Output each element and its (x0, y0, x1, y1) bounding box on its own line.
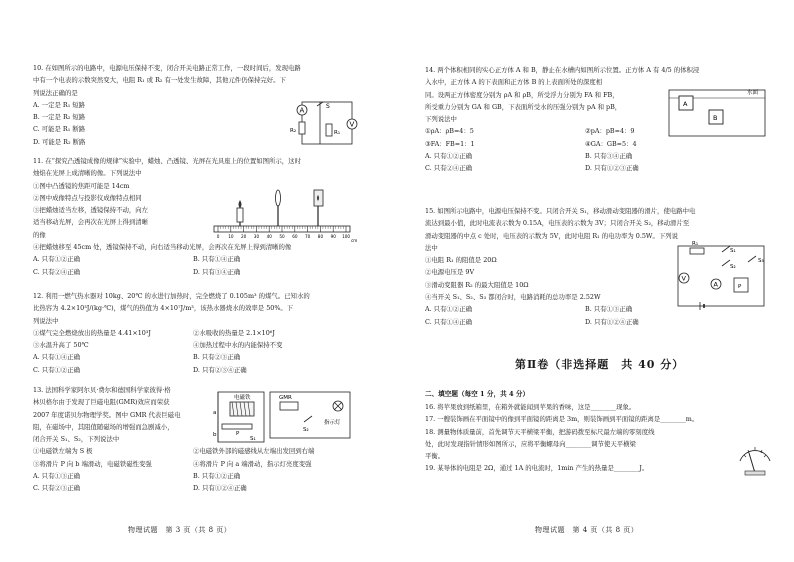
ruler-tick-label: 80 (317, 234, 324, 239)
q15-line: 法中 (425, 243, 438, 252)
q15-line: 15. 如图所示电路中，电源电压保持不变。只闭合开关 S₁，移动滑动变阻器的滑片，使电路中电 (425, 207, 696, 215)
s1-label: S₁ (250, 436, 256, 442)
q15-option: D. 只有①②④正确 (585, 317, 639, 326)
terminal-b-label: b (213, 432, 217, 438)
rheostat-symbol (222, 424, 252, 429)
q15-option: B. 只有①③正确 (585, 305, 633, 314)
r1-symbol (690, 248, 704, 254)
q12-option: B. 只有②③正确 (193, 353, 241, 362)
balance-pointer-figure (736, 437, 774, 477)
q10-option: D. 可能是 R₂ 断路 (33, 137, 86, 146)
q11-line: 烛焰在光屏上成清晰的像。下列说法中 (33, 169, 142, 178)
balance-base (745, 471, 765, 475)
s2-label: S₂ (730, 264, 736, 270)
convex-lens-icon (276, 190, 281, 206)
ruler-tick-label: 20 (241, 234, 247, 239)
section-2-title: 第Ⅱ卷（非选择题 共 40 分） (515, 358, 685, 371)
q11-option: C. 只有②④正确 (33, 267, 81, 276)
question-18-line: 处，此时发现指针情形如图所示，应将平衡螺母向________调节使天平横梁 (425, 439, 636, 448)
r1-label: R₁ (334, 130, 341, 136)
ruler-tick-label: 70 (305, 234, 311, 239)
q14-statement: ④GA：GB=5：4 (585, 139, 637, 148)
candle-icon (237, 208, 243, 222)
q12-line: 列说法中 (33, 316, 59, 325)
s2-label: S₂ (303, 427, 309, 433)
q15-line: 流达到最小值，此时电流表示数为 0.15A，电压表的示数为 3V；只闭合开关 S₂，移动滑片至 (425, 219, 690, 228)
q13-option: A. 只有①③正确 (33, 472, 81, 481)
s3-label: S₃ (758, 258, 764, 264)
q12-line: 比热容为 4.2×10³J/(kg·℃)，煤气的热值为 4×10⁷J/m³，该热水器烧水的效率是 50%。下 (33, 304, 294, 313)
q11-line: 的像 (33, 230, 46, 239)
ruler-unit: cm (351, 238, 358, 243)
q15-line: 滑动变阻器的中点 c 处时，电压表的示数为 5V，此时电阻 R₁ 的电功率为 0.5W。下列说 (425, 231, 679, 240)
q14-line: 下列说法中 (425, 115, 457, 124)
q13-statement: ③将滑片 P 向 b 端滑动，电磁铁磁性变强 (33, 459, 152, 468)
q13-line: 13. 法国科学家阿尔贝·费尔和德国科学家彼得·格 (33, 386, 171, 394)
fill-in-header: 二、填空题（每空 1 分，共 4 分） (425, 390, 530, 398)
question-18-line: 平衡。 (425, 452, 445, 461)
q11-option: D. 只有③④正确 (193, 267, 241, 276)
q12-line: 12. 利用一燃气热水器对 10kg、20℃ 的水进行加热时，完全燃烧了 0.105m³ 的煤气。已知水的 (33, 292, 310, 300)
q14-option: D. 只有①②③正确 (585, 164, 639, 173)
q12-statement: ②水吸收的热量是 2.1×10⁶J (193, 328, 275, 337)
q13-line: 林贝格尔由于发现了巨磁电阻(GMR)效应而荣获 (33, 398, 170, 407)
switch-s1-symbol (722, 246, 730, 252)
s1-label: S₁ (730, 248, 736, 254)
q11-line: 11. 在“探究凸透镜成像的规律”实验中，蜡烛、凸透镜、光屏在光具座上的位置如图所示，这时 (33, 157, 301, 165)
terminal-a-label: a (213, 410, 217, 416)
q15-circuit-figure (672, 240, 772, 312)
q11-line: ①图中凸透镜的焦距可能是 14cm (33, 181, 130, 190)
q15-line: ①电阻 R₁ 的阻值是 20Ω (425, 256, 497, 265)
pointer-needle (749, 453, 755, 473)
water-tank-figure (665, 84, 771, 140)
switch-s2-symbol (304, 416, 312, 422)
q15-option: C. 只有①④正确 (425, 317, 473, 326)
q14-option: B. 只有③④正确 (585, 152, 633, 161)
fill-in-questions (425, 401, 698, 475)
ruler-tick-label: 90 (330, 234, 336, 239)
ruler-tick-label: 40 (266, 234, 272, 239)
ammeter-label: A (299, 106, 305, 115)
ruler-tick-label: 60 (292, 234, 298, 239)
q12-option: D. 只有②③④正确 (193, 365, 247, 374)
q14-statement: ③FA：FB=1：1 (425, 139, 475, 148)
switch-s2-symbol (722, 260, 730, 266)
q12-statement: ③水温升高了 50℃ (33, 341, 89, 350)
ruler-tick-label: 100 (342, 234, 351, 239)
q14-line: 14. 两个体积相同的实心正方体 A 和 B，静止在水槽内如图所示位置。正方体 A 有 4/5 的体积浸 (425, 66, 700, 74)
r2-symbol (299, 122, 305, 134)
q13-line: 阻，在磁场中，其阻值随磁场的增强而急剧减小， (33, 422, 174, 431)
switch-s3-symbol (748, 256, 756, 262)
q13-option: B. 只有①②正确 (193, 472, 241, 481)
q10-option: A. 一定是 R₁ 短路 (33, 100, 86, 109)
q10-circuit-figure (290, 96, 370, 154)
gmr-circuit-figure (212, 388, 360, 450)
question-17: 17. 一艘装饰画在平面镜中的像到平面镜的距离是 3m，则装饰画到平面镜的距离是________m。 (425, 415, 699, 424)
q13-statement: ④将滑片 P 向 a 端滑动，指示灯亮度变强 (193, 459, 312, 468)
q15-option: A. 只有①②正确 (425, 305, 473, 314)
q11-line: ②图中成像特点与投影仪成像特点相同 (33, 193, 142, 202)
right-page (397, 0, 794, 562)
q13-line: 2007 年度诺贝尔物理学奖。图中 GMR 代表巨磁电 (33, 410, 181, 419)
q11-line: ④把蜡烛移至 45cm 处，透镜保持不动，向右适当移动光屏，会再次在光屏上得到清晰的像 (33, 243, 292, 252)
question-19: 19. 某导体的电阻是 2Ω，通过 1A 的电流时，1min 产生的热量是________J。 (425, 464, 649, 473)
q13-line: 闭合开关 S₁、S₂，下列说法中 (33, 435, 120, 444)
q12-statement: ④加热过程中水的内能保持不变 (193, 341, 283, 350)
q12-option: C. 只有①②正确 (33, 365, 81, 374)
ruler-tick-label: 30 (253, 234, 260, 239)
q13-statement: ②电磁铁外部的磁感线从左端出发回到右端 (193, 447, 315, 456)
q14-line: 同。设两正方体密度分别为 ρA 和 ρB，所受浮力分别为 FA 和 FB， (425, 90, 619, 99)
cube-a-label: A (683, 100, 688, 108)
q12-option: A. 只有①④正确 (33, 353, 81, 362)
q15-line: ③滑动变阻器 R₂ 的最大阻值是 10Ω (425, 280, 529, 289)
ammeter-label: A (713, 280, 718, 289)
q11-option: B. 只有①④正确 (193, 255, 241, 264)
r2-label: R₂ (290, 128, 297, 134)
q12-statement: ①煤气完全燃烧放出的热量是 4.41×10³J (33, 328, 151, 337)
q10-option: B. 一定是 R₂ 短路 (33, 113, 86, 122)
voltmeter-label: V (681, 274, 686, 283)
right-page-footer: 物理试题 第 4 页（共 8 页） (535, 526, 639, 534)
q10-line: 10. 在如图所示的电路中，电源电压保持不变，闭合开关电路正常工作，一段时间后，发现电路 (33, 64, 301, 72)
ruler-tick-label: 50 (279, 234, 285, 239)
water-surface-label: 水面 (747, 90, 759, 96)
question-18-line: 18. 测量物体质量前，首先调节天平横梁平衡，把游码拨至标尺最左端的零刻度线 (425, 427, 655, 436)
q14-option: C. 只有②④正确 (425, 164, 473, 173)
gmr-label: GMR (279, 395, 292, 401)
gmr-resistor-symbol (280, 402, 298, 410)
q11-option: A. 只有①②正确 (33, 255, 81, 264)
q10-line: 列说法正确的是 (33, 88, 78, 97)
electromagnet-label: 电磁铁 (234, 395, 251, 401)
q14-line: 入水中，正方体 A 的下表面和正方体 B 的上表面所处的深度相 (425, 78, 603, 87)
q14-statement: ①ρA：ρB=4：5 (425, 127, 474, 136)
r1-symbol (326, 124, 332, 136)
q13-option: D. 只有①②④正确 (193, 484, 247, 493)
slider-p-label: P (738, 284, 742, 290)
ruler-tick-label: 0 (216, 234, 220, 239)
question-10 (33, 62, 301, 148)
flame-icon (239, 200, 242, 208)
r1-label: R₁ (692, 241, 699, 247)
q11-line: 适当移动光屏，会再次在光屏上得到清晰 (33, 218, 149, 227)
q11-line: ③把蜡烛适当左移，透镜保持不动，向左 (33, 206, 149, 215)
ruler-tick-label: 10 (228, 234, 234, 239)
q13-option: C. 只有②③正确 (33, 484, 81, 493)
q14-line: 所受重力分别为 GA 和 GB，下表面所受水的压强分别为 pA 和 pB， (425, 102, 622, 111)
q15-line: ④当开关 S₁、S₂、S₃ 都闭合时，电路消耗的总功率是 2.52W (425, 293, 601, 302)
q14-statement: ②pA：pB=4：9 (585, 127, 635, 136)
q10-option: C. 可能是 R₁ 断路 (33, 125, 86, 134)
optical-bench-figure (210, 186, 358, 248)
left-page-footer: 物理试题 第 3 页（共 8 页） (128, 526, 232, 534)
slider-p-label: P (236, 431, 240, 437)
indicator-lamp-label: 指示灯 (324, 420, 341, 426)
switch-label: S (326, 103, 330, 110)
q10-line: 中有一个电表的示数突然变大，电阻 R₁ 或 R₂ 有一处发生故障，其他元件仍保持完好。下 (33, 76, 286, 85)
q15-line: ②电源电压是 9V (425, 268, 475, 277)
voltmeter-label: V (349, 120, 355, 129)
q13-statement: ①电磁铁左端为 S 极 (33, 447, 93, 456)
question-16: 16. 将苹果放到纸箱里，在箱外就能闻到苹果的香味，这是________现象。 (425, 403, 636, 411)
cube-b-label: B (713, 114, 718, 122)
q14-option: A. 只有①②正确 (425, 152, 473, 161)
question-12 (33, 290, 353, 376)
